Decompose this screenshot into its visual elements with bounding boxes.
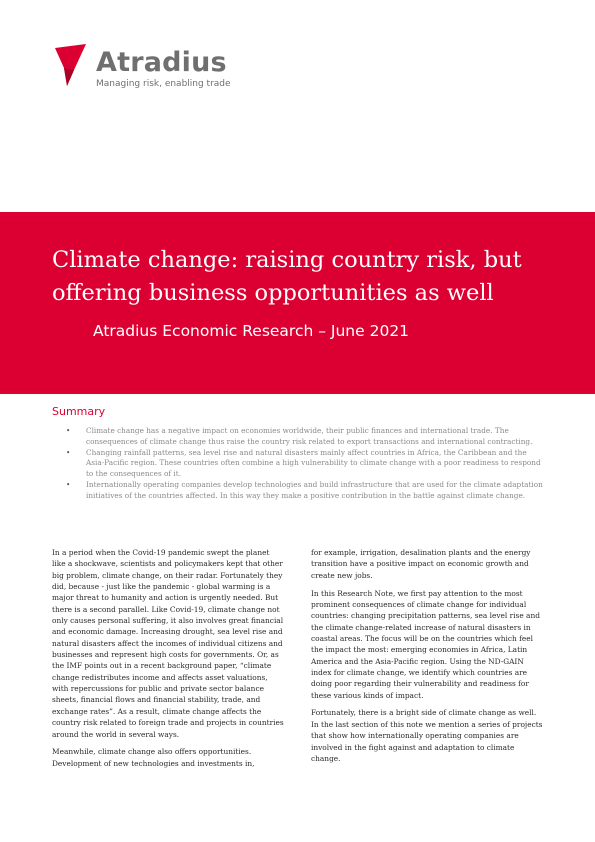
logo-tagline: Managing risk, enabling trade [96,79,231,89]
summary-heading: Summary [52,405,106,418]
body-column-left [52,547,284,776]
body-paragraph: Fortunately, there is a bright side of climate change as well. In the last section of this note we mention a series of projects that show how internationally operating companies are involved in the fight against and adaptation to climate change. [311,708,543,763]
body-paragraph: In a period when the Covid-19 pandemic swept the planet like a shockwave, scientists and policymakers kept that other big problem, climate change, on their radar. Fortunately they did, because - just like the pandemic - global warming is a major threat to humanity and action is urgently needed. But there is a second parallel. Like Covid-19, climate change not only causes personal suffering, it also involves great financial and economic damage. Increasing drought, sea level rise and natural disasters affect the incomes of individual citizens and businesses and represent high costs for governments. Or, as the IMF points out in a recent background paper, “climate change redistributes income and affects asset valuations, with repercussions for public and private sector balance sheets, financial flows and financial stability, trade, and exchange rates”. As a result, climate change affects the country risk related to foreign trade and projects in countries around the world in several ways. [52,548,284,739]
atradius-logo-mark-icon [52,42,92,88]
summary-bullet: • Internationally operating companies develop technologies and build infrastructure that are used for the climate adaptation initiatives of the countries affected. In this way they make a positive contribution in the battle against climate change. [66,480,546,501]
body-column-right [311,547,543,771]
atradius-logo [52,42,252,92]
logo-wordmark: Atradius [96,47,227,78]
summary-bullet: • Changing rainfall patterns, sea level rise and natural disasters mainly affect countries in Africa, the Caribbean and the Asia-Pacific region. These countries often combine a high vulnerability to climate change with a poor readiness to respond to the consequences of it. [66,448,546,480]
summary-list [66,426,546,502]
document-subtitle: Atradius Economic Research – June 2021 [93,322,410,340]
body-paragraph: for example, irrigation, desalination plants and the energy transition have a positive impact on economic growth and create new jobs. [311,548,531,580]
summary-bullet: • Climate change has a negative impact on economies worldwide, their public finances and international trade. The consequences of climate change thus raise the country risk related to export transactions and international contracting. [66,426,546,447]
title-banner [0,212,595,394]
body-paragraph: In this Research Note, we first pay attention to the most prominent consequences of climate change for individual countries: changing precipitation patterns, sea level rise and the climate change-related increase of natural disasters in coastal areas. The focus will be on the countries which feel the impact the most: emerging economies in Africa, Latin America and the Asia-Pacific region. Using the ND-GAIN index for climate change, we identify which countries are doing poor regarding their vulnerability and readiness for these various kinds of impact. [311,588,540,700]
document-title: Climate change: raising country risk, but offering business opportunities as well [52,247,522,306]
body-paragraph: Meanwhile, climate change also offers opportunities. Development of new technologies and investments in, [52,747,255,768]
